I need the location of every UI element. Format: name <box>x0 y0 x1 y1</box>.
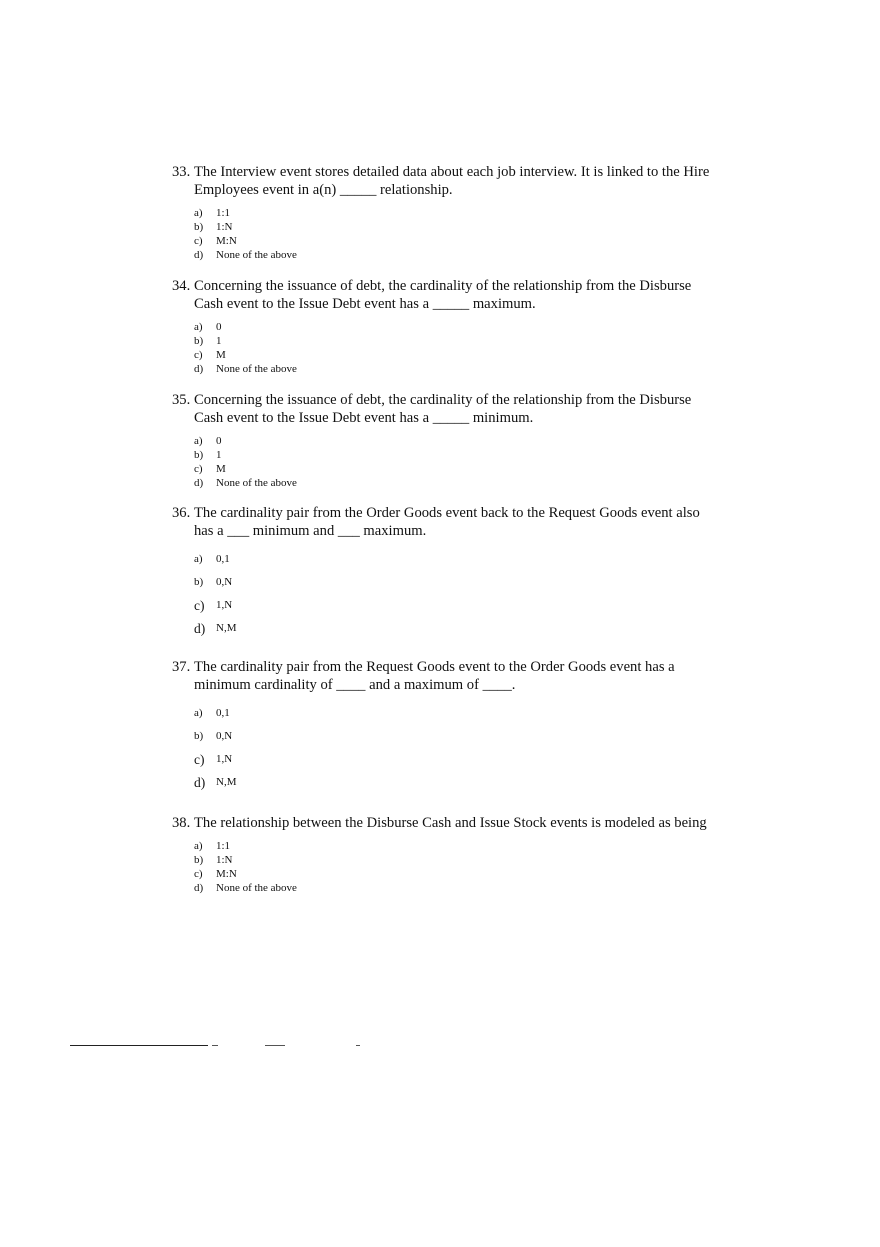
option-text: 1 <box>216 335 222 347</box>
answer-option-d <box>194 476 712 490</box>
option-letter: d) <box>194 363 204 375</box>
answer-option-d <box>194 771 712 794</box>
answer-option-a <box>194 548 712 571</box>
question-number: 37. <box>172 659 191 675</box>
answer-option-d <box>194 248 712 262</box>
option-text: None of the above <box>216 249 297 261</box>
answer-option-d <box>194 617 712 640</box>
answer-option-b <box>194 725 712 748</box>
answer-option-a <box>194 434 712 448</box>
question-36 <box>172 504 712 640</box>
question-stem <box>172 504 712 540</box>
question-text: The relationship between the Disburse Cash and Issue Stock events is modeled as being <box>194 815 707 831</box>
option-text: 1 <box>216 449 222 461</box>
option-letter: a) <box>194 707 203 719</box>
option-text: 0,N <box>216 576 233 588</box>
option-text: 0 <box>216 321 222 333</box>
option-text: 0,1 <box>216 707 230 719</box>
answer-options <box>194 548 712 640</box>
question-number: 33. <box>172 164 191 180</box>
option-letter: d) <box>194 249 204 261</box>
option-text: 1:1 <box>216 840 231 852</box>
answer-option-a <box>194 702 712 725</box>
option-letter: a) <box>194 553 203 565</box>
option-letter: a) <box>194 207 203 219</box>
question-33 <box>172 163 712 262</box>
question-text: Concerning the issuance of debt, the cardinality of the relationship from the Disburse Cash event to the Issue Debt event has a _____ minimum. <box>194 392 692 426</box>
question-stem <box>172 391 712 427</box>
question-text: The cardinality pair from the Request Goods event to the Order Goods event has a minimum cardinality of ____ and a maximum of ____. <box>194 659 675 693</box>
option-text: 1:N <box>216 221 233 233</box>
answer-options <box>194 434 712 490</box>
answer-options <box>194 206 712 262</box>
question-37 <box>172 658 712 794</box>
option-text: None of the above <box>216 363 297 375</box>
option-text: 0,1 <box>216 553 230 565</box>
answer-option-c <box>194 594 712 617</box>
answer-option-a <box>194 206 712 220</box>
question-stem <box>172 277 712 313</box>
question-number: 35. <box>172 392 191 408</box>
question-stem <box>172 814 712 832</box>
answer-option-b <box>194 334 712 348</box>
option-letter: b) <box>194 576 204 588</box>
scan-mark <box>212 1045 218 1046</box>
answer-option-c <box>194 234 712 248</box>
answer-option-b <box>194 448 712 462</box>
question-38 <box>172 814 712 895</box>
option-letter: b) <box>194 449 204 461</box>
question-text: The Interview event stores detailed data about each job interview. It is linked to the Hire Employees event in a(n) _____ relationship. <box>194 164 710 198</box>
option-text: None of the above <box>216 882 297 894</box>
scan-mark <box>265 1045 285 1046</box>
question-35 <box>172 391 712 490</box>
option-letter: b) <box>194 730 204 742</box>
answer-option-d <box>194 362 712 376</box>
option-text: M <box>216 349 226 361</box>
option-letter: d) <box>194 775 206 790</box>
question-text: The cardinality pair from the Order Goods event back to the Request Goods event also has a ___ minimum and ___ maximum. <box>194 505 700 539</box>
answer-option-b <box>194 571 712 594</box>
answer-option-c <box>194 748 712 771</box>
option-text: 1:1 <box>216 207 231 219</box>
question-text: Concerning the issuance of debt, the cardinality of the relationship from the Disburse Cash event to the Issue Debt event has a _____ maximum. <box>194 278 692 312</box>
option-text: M <box>216 463 226 475</box>
option-text: None of the above <box>216 477 297 489</box>
option-text: 1,N <box>216 753 233 765</box>
question-stem <box>172 163 712 199</box>
answer-option-d <box>194 881 712 895</box>
answer-options <box>194 320 712 376</box>
option-letter: d) <box>194 882 204 894</box>
option-letter: a) <box>194 321 203 333</box>
option-letter: d) <box>194 621 206 636</box>
option-letter: b) <box>194 854 204 866</box>
footnote-rule <box>70 1045 208 1046</box>
scan-mark <box>356 1045 360 1046</box>
question-number: 38. <box>172 815 191 831</box>
option-letter: b) <box>194 221 204 233</box>
option-text: 1:N <box>216 854 233 866</box>
option-letter: c) <box>194 598 205 613</box>
option-text: N,M <box>216 776 237 788</box>
option-letter: c) <box>194 463 203 475</box>
option-text: 0 <box>216 435 222 447</box>
option-text: M:N <box>216 235 237 247</box>
question-stem <box>172 658 712 694</box>
answer-option-c <box>194 462 712 476</box>
option-letter: c) <box>194 235 203 247</box>
answer-option-c <box>194 867 712 881</box>
question-number: 36. <box>172 505 191 521</box>
option-letter: a) <box>194 840 203 852</box>
question-34 <box>172 277 712 376</box>
option-letter: b) <box>194 335 204 347</box>
answer-options <box>194 839 712 895</box>
option-text: M:N <box>216 868 237 880</box>
answer-option-b <box>194 220 712 234</box>
question-number: 34. <box>172 278 191 294</box>
option-letter: d) <box>194 477 204 489</box>
option-letter: a) <box>194 435 203 447</box>
answer-option-c <box>194 348 712 362</box>
option-text: 0,N <box>216 730 233 742</box>
option-letter: c) <box>194 868 203 880</box>
answer-option-b <box>194 853 712 867</box>
option-text: 1,N <box>216 599 233 611</box>
answer-option-a <box>194 839 712 853</box>
option-letter: c) <box>194 752 205 767</box>
option-letter: c) <box>194 349 203 361</box>
option-text: N,M <box>216 622 237 634</box>
answer-options <box>194 702 712 794</box>
answer-option-a <box>194 320 712 334</box>
